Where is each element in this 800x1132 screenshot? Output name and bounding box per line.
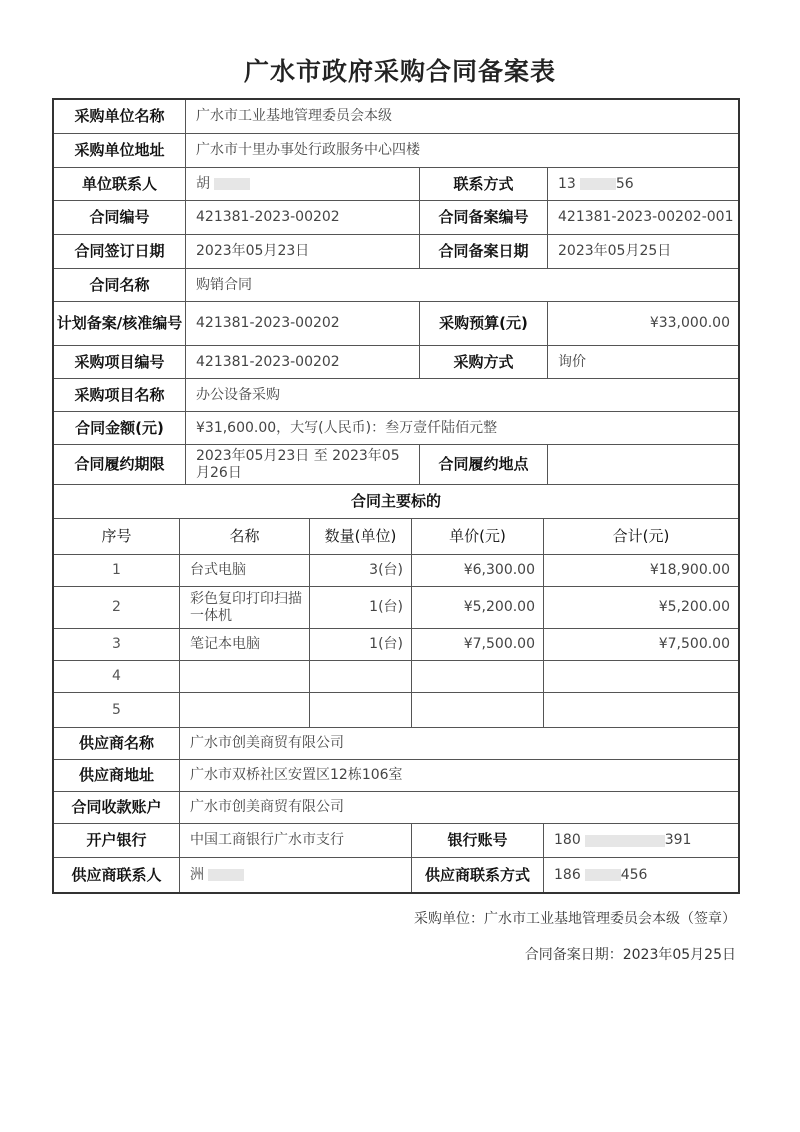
buyer-address-label: 采购单位地址 xyxy=(54,134,186,168)
col-name-header: 名称 xyxy=(180,519,310,555)
item-total: ¥5,200.00 xyxy=(544,587,738,629)
receiving-account-value: 广水市创美商贸有限公司 xyxy=(180,792,738,824)
bank-label: 开户银行 xyxy=(54,824,180,858)
footer-record-date: 合同备案日期：2023年05月25日 xyxy=(524,947,736,963)
supplier-contact-name: 洲 xyxy=(190,866,204,883)
supplier-address-value: 广水市双桥社区安置区12栋106室 xyxy=(180,760,738,792)
item-name: 笔记本电脑 xyxy=(180,629,310,661)
item-no: 5 xyxy=(54,693,180,728)
bank-account-head: 180 xyxy=(554,832,581,848)
buyer-name-label: 采购单位名称 xyxy=(54,100,186,134)
record-date-value: 2023年05月25日 xyxy=(548,235,738,269)
col-total-header: 合计(元) xyxy=(544,519,738,555)
record-no-label: 合同备案编号 xyxy=(420,201,548,235)
item-name: 彩色复印打印扫描一体机 xyxy=(180,587,310,629)
item-name: 台式电脑 xyxy=(180,555,310,587)
item-total: ¥18,900.00 xyxy=(544,555,738,587)
redaction-mark xyxy=(214,178,250,190)
contract-name-value: 购销合同 xyxy=(186,269,738,302)
redaction-mark xyxy=(580,178,616,190)
contact-label: 单位联系人 xyxy=(54,168,186,201)
supplier-name-value: 广水市创美商贸有限公司 xyxy=(180,728,738,760)
page-title: 广水市政府采购合同备案表 xyxy=(243,57,556,86)
place-label: 合同履约地点 xyxy=(420,445,548,485)
buyer-signature-line: 采购单位：广水市工业基地管理委员会本级（签章） xyxy=(414,911,736,927)
item-name xyxy=(180,661,310,693)
item-qty: 3(台) xyxy=(310,555,412,587)
redaction-mark xyxy=(585,869,621,881)
item-no: 2 xyxy=(54,587,180,629)
item-total: ¥7,500.00 xyxy=(544,629,738,661)
contract-no-value: 421381-2023-00202 xyxy=(186,201,420,235)
item-price: ¥6,300.00 xyxy=(412,555,544,587)
item-name xyxy=(180,693,310,728)
project-no-label: 采购项目编号 xyxy=(54,346,186,379)
item-no: 4 xyxy=(54,661,180,693)
supplier-phone-value xyxy=(544,858,738,892)
project-name-value: 办公设备采购 xyxy=(186,379,738,412)
contact-phone-head: 13 xyxy=(558,175,576,192)
supplier-address-label: 供应商地址 xyxy=(54,760,180,792)
place-value xyxy=(548,445,738,485)
item-total xyxy=(544,693,738,728)
record-date-label: 合同备案日期 xyxy=(420,235,548,269)
supplier-phone-label: 供应商联系方式 xyxy=(412,858,544,892)
item-qty xyxy=(310,693,412,728)
contact-name: 胡 xyxy=(196,175,210,192)
contact-phone-value xyxy=(548,168,738,201)
supplier-contact-value xyxy=(180,858,412,892)
contact-value xyxy=(186,168,420,201)
contract-name-label: 合同名称 xyxy=(54,269,186,302)
amount-value: ¥31,600.00，大写(人民币)：叁万壹仟陆佰元整 xyxy=(186,412,738,445)
sign-date-label: 合同签订日期 xyxy=(54,235,186,269)
item-qty xyxy=(310,661,412,693)
bank-account-tail: 391 xyxy=(664,832,692,848)
col-qty-header: 数量(单位) xyxy=(310,519,412,555)
item-price xyxy=(412,693,544,728)
supplier-phone-head: 186 xyxy=(554,866,581,883)
sign-date-value: 2023年05月23日 xyxy=(186,235,420,269)
supplier-name-label: 供应商名称 xyxy=(54,728,180,760)
redaction-mark xyxy=(208,869,244,881)
record-table xyxy=(52,98,740,894)
item-price xyxy=(412,661,544,693)
contact-phone-label: 联系方式 xyxy=(420,168,548,201)
item-qty: 1(台) xyxy=(310,629,412,661)
redaction-mark xyxy=(585,835,665,847)
bank-value: 中国工商银行广水市支行 xyxy=(180,824,412,858)
budget-value: ¥33,000.00 xyxy=(548,302,738,346)
col-price-header: 单价(元) xyxy=(412,519,544,555)
item-no: 1 xyxy=(54,555,180,587)
buyer-name-value: 广水市工业基地管理委员会本级 xyxy=(186,100,738,134)
supplier-contact-label: 供应商联系人 xyxy=(54,858,180,892)
budget-label: 采购预算(元) xyxy=(420,302,548,346)
receiving-account-label: 合同收款账户 xyxy=(54,792,180,824)
item-no: 3 xyxy=(54,629,180,661)
period-value: 2023年05月23日 至 2023年05月26日 xyxy=(186,445,420,485)
buyer-address-value: 广水市十里办事处行政服务中心四楼 xyxy=(186,134,738,168)
item-qty: 1(台) xyxy=(310,587,412,629)
items-title: 合同主要标的 xyxy=(54,485,738,519)
project-no-value: 421381-2023-00202 xyxy=(186,346,420,379)
plan-no-value: 421381-2023-00202 xyxy=(186,302,420,346)
item-price: ¥7,500.00 xyxy=(412,629,544,661)
project-name-label: 采购项目名称 xyxy=(54,379,186,412)
supplier-phone-tail: 456 xyxy=(620,866,648,883)
item-price: ¥5,200.00 xyxy=(412,587,544,629)
amount-label: 合同金额(元) xyxy=(54,412,186,445)
bank-account-value xyxy=(544,824,738,858)
plan-no-label: 计划备案/核准编号 xyxy=(54,302,186,346)
contact-phone-tail: 56 xyxy=(615,175,634,192)
item-total xyxy=(544,661,738,693)
bank-account-label: 银行账号 xyxy=(412,824,544,858)
col-no-header: 序号 xyxy=(54,519,180,555)
contract-no-label: 合同编号 xyxy=(54,201,186,235)
method-label: 采购方式 xyxy=(420,346,548,379)
method-value: 询价 xyxy=(548,346,738,379)
record-no-value: 421381-2023-00202-001 xyxy=(548,201,738,235)
period-label: 合同履约期限 xyxy=(54,445,186,485)
